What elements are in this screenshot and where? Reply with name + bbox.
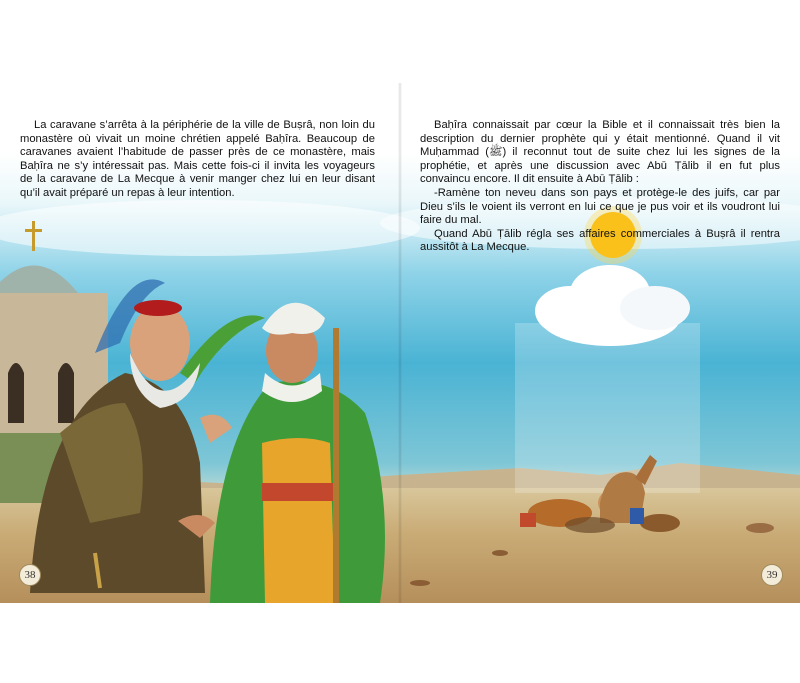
right-paragraph-3: Quand Abū Ṭālib régla ses affaires commerciales à Buṣrâ il rentra aussitôt à La Mecque. xyxy=(420,227,780,254)
right-paragraph-2: -Ramène ton neveu dans son pays et protège-le des juifs, car par Dieu s’ils le voient ils verront en lui ce que je pus voir et ils voudront lui faire du mal. xyxy=(420,186,780,227)
cloud xyxy=(535,265,690,346)
left-paragraph-1: La caravane s’arrêta à la périphérie de la ville de Buṣrâ, non loin du monastère où vivait un moine chrétien appelé Baḥîra. Beaucoup de caravanes avaient l’habitude de passer près de ce monastère, mais Baḥîra ne s’y intéressait pas. Mais cette fois-ci il invita les voyageurs de la caravane de La Mecque à venir manger chez lui en leur disant qu’il avait préparé un repas à leur intention. xyxy=(20,119,375,199)
book-gutter xyxy=(398,83,402,603)
left-page-number: 38 xyxy=(19,564,41,586)
light-beam xyxy=(515,323,700,493)
right-paragraph-1: Baḥîra connaissait par cœur la Bible et il connaissait très bien la description du dernier prophète qui y était mentionné. Quand il vit Muḥammad (ﷺ) il reconnut tout de suite chez lui les signes de la prophétie, et après une discussion avec Abū Ṭālib il en fut plus convaincu encore. Il dit ensuite à Abū Ṭālib : xyxy=(420,119,780,186)
left-page-text xyxy=(20,119,375,201)
right-page-text xyxy=(420,119,780,255)
book-spread xyxy=(0,83,800,603)
right-page-number: 39 xyxy=(761,564,783,586)
